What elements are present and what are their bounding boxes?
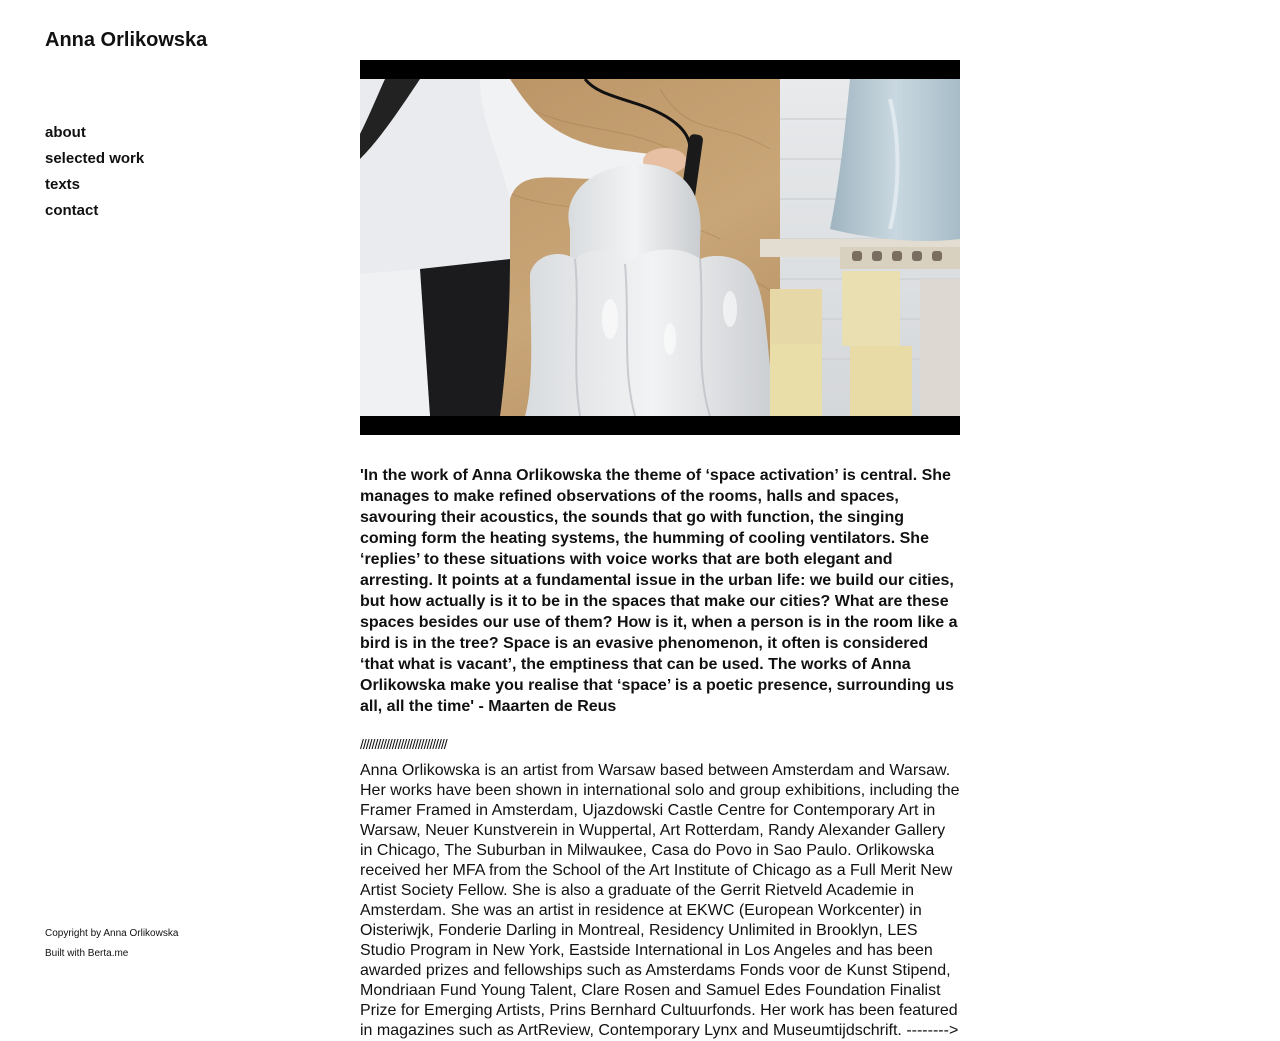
copyright-text: Copyright by Anna Orlikowska [45, 928, 179, 939]
nav-item-texts[interactable]: texts [45, 176, 81, 193]
featured-quote: 'In the work of Anna Orlikowska the theme of ‘space activation’ is central. She manages to make refined observations of the rooms, halls and spaces, savouring their acoustics, the sounds that go with function, the singing coming form the heating systems, the humming of cooling ventilators. She ‘replies’ to these situations with voice works that are both elegant and arresting. It points at a fundamental issue in the urban life: we build our cities, but how actually is it to be in the spaces that make our cities? What are these spaces besides our use of them? How is it, when a person is in the room like a bird is in the tree? Space is an evasive phenomenon, it often is considered ‘that what is vacant’, the emptiness that can be used. The works of Anna Orlikowska make you realise that ‘space’ is a poetic presence, surrounding us all, all the time' - Maarten de Reus [360, 467, 958, 715]
nav-item-selected-work[interactable]: selected work [45, 150, 145, 167]
main-nav [45, 120, 144, 224]
main-content [360, 60, 960, 1041]
section-divider: ////////////////////////////// [360, 736, 447, 752]
nav-item-contact[interactable]: contact [45, 202, 99, 219]
video-still-image [360, 79, 960, 416]
video-player[interactable] [360, 60, 960, 435]
built-with-link[interactable]: Built with Berta.me [45, 948, 129, 959]
video-frame[interactable] [360, 79, 960, 416]
nav-item-about[interactable]: about [45, 124, 86, 141]
artist-bio: Anna Orlikowska is an artist from Warsaw based between Amsterdam and Warsaw. Her works have been shown in international solo and group exhibitions, including the Framer Framed in Amsterdam, Ujazdowski Castle Centre for Contemporary Art in Warsaw, Neuer Kunstverein in Wuppertal, Art Rotterdam, Randy Alexander Gallery in Chicago, The Suburban in Milwaukee, Casa do Povo in Sao Paulo. Orlikowska received her MFA from the School of the Art Institute of Chicago as a Full Merit New Artist Society Fellow. She is also a graduate of the Gerrit Rietveld Academie in Amsterdam. She was an artist in residence at EKWC (European Workcenter) in Oisteriwjk, Fonderie Darling in Montreal, Residency Unlimited in Brooklyn, LES Studio Program in New York, Eastside International in Los Angeles and has been awarded prizes and fellowships such as Amsterdams Fonds voor de Kunst Stipend, Mondriaan Fund Young Talent, Clare Rosen and Samuel Edes Foundation Finalist Prize for Emerging Artists, Prins Bernhard Cultuurfonds. Her work has been featured in magazines such as ArtReview, Contemporary Lynx and Museumtijdschrift. --------> [360, 762, 960, 1039]
site-title[interactable]: Anna Orlikowska [45, 29, 208, 51]
footer [45, 924, 178, 964]
